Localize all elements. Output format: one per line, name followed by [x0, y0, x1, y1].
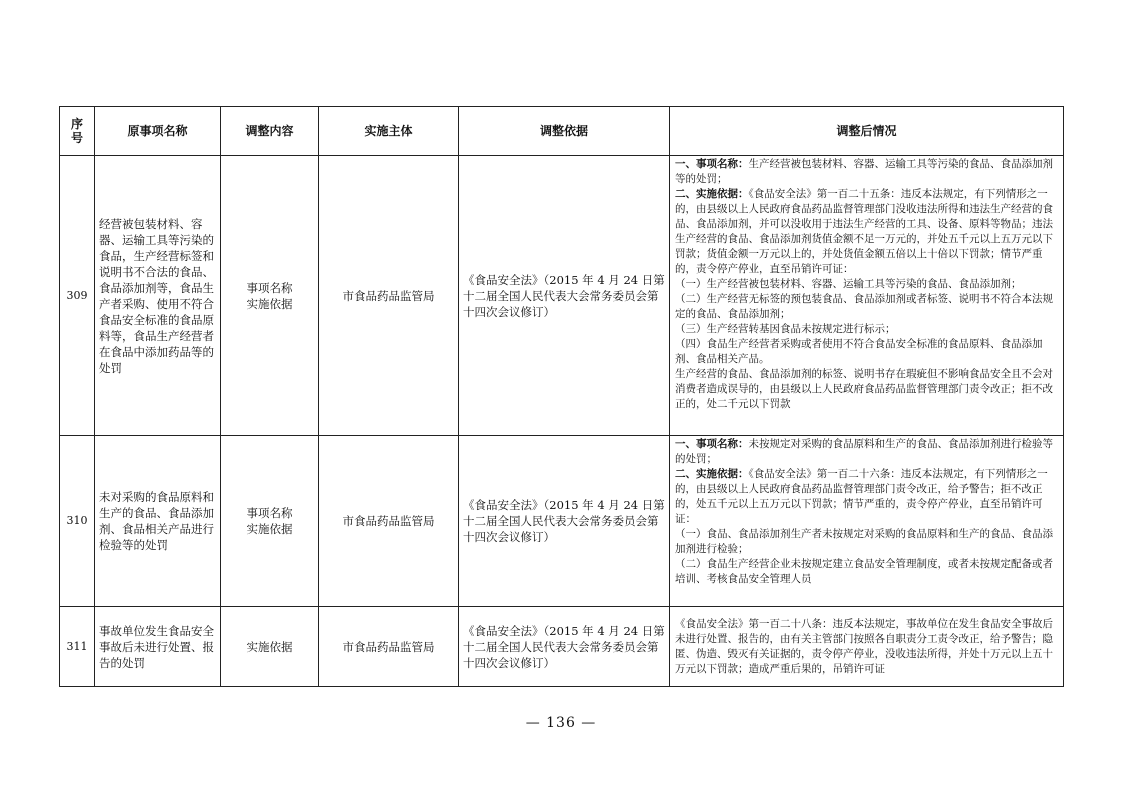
table-row: [60, 156, 1064, 436]
adjust-line: 实施依据: [246, 639, 293, 654]
clause-item: （三）生产经营转基因食品未按规定进行标示；: [675, 323, 896, 335]
clause-item: （二）食品生产经营企业未按规定建立食品安全管理制度，或者未按规定配备或者培训、考核食品安全管理人员: [675, 558, 1053, 585]
after-adjustment: [670, 436, 1064, 607]
item-name-line: [675, 437, 1058, 467]
item-name: 未对采购的食品原料和生产的食品、食品添加剂、食品相关产品进行检验等的处罚: [95, 436, 221, 607]
document-table: [59, 106, 1064, 687]
row-number: 309: [60, 156, 95, 436]
after-adjustment: [670, 156, 1064, 436]
header-basis: 调整依据: [459, 107, 670, 156]
adjust-line: 事项名称: [246, 280, 293, 295]
header-name: 原事项名称: [95, 107, 221, 156]
clause-item: （一）生产经营被包装材料、容器、运输工具等污染的食品、食品添加剂；: [675, 278, 1022, 290]
basis-line: [675, 467, 1058, 527]
table-header-row: [60, 107, 1064, 156]
adjust-line: 实施依据: [246, 522, 293, 536]
section-text: 未按规定对采购的食品原料和生产的食品、食品添加剂进行检验等的处罚；: [675, 438, 1053, 465]
clause-item: （四）食品生产经营者采购或者使用不符合食品安全标准的食品原料、食品添加剂、食品相关产品。: [675, 338, 1043, 365]
clause-item: （一）食品、食品添加剂生产者未按规定对采购的食品原料和生产的食品、食品添加剂进行检验；: [675, 528, 1053, 555]
clause-tail: 生产经营的食品、食品添加剂的标签、说明书存在瑕疵但不影响食品安全且不会对消费者造成误导的，由县级以上人民政府食品药品监督管理部门责令改正；拒不改正的，处二千元以下罚款: [675, 368, 1053, 410]
adjust-content: [221, 436, 319, 607]
header-adjust: 调整内容: [221, 107, 319, 156]
adjust-basis: 《食品安全法》（2015 年 4 月 24 日第十二届全国人民代表大会常务委员会第十四次会议修订）: [459, 436, 670, 607]
header-seq: 序号: [60, 107, 95, 156]
implementing-body: 市食品药品监管局: [319, 607, 459, 687]
section-text: 《食品安全法》第一百二十六条：违反本法规定，有下列情形之一的，由县级以上人民政府食品药品监督管理部门责令改正，给予警告；拒不改正的，处五千元以上五万元以下罚款；情节严重的，责令停产停业，直至吊销许可证：: [675, 468, 1048, 525]
adjust-content: [221, 607, 319, 687]
item-name-line: [675, 157, 1058, 187]
adjust-line: 事项名称: [246, 506, 293, 520]
section-text: 生产经营被包装材料、容器、运输工具等污染的食品、食品添加剂等的处罚；: [675, 158, 1053, 185]
table-row: [60, 436, 1064, 607]
header-subject: 实施主体: [319, 107, 459, 156]
section-label: 二、实施依据：: [675, 468, 749, 480]
adjust-content: [221, 156, 319, 436]
row-number: 310: [60, 436, 95, 607]
section-label: 一、事项名称：: [675, 158, 749, 170]
clause-item: （二）生产经营无标签的预包装食品、食品添加剂或者标签、说明书不符合本法规定的食品、食品添加剂；: [675, 293, 1053, 320]
adjust-line: 实施依据: [246, 296, 293, 311]
header-after: 调整后情况: [670, 107, 1064, 156]
basis-text: 《食品安全法》第一百二十八条：违反本法规定，事故单位在发生食品安全事故后未进行处置、报告的，由有关主管部门按照各自职责分工责令改正，给予警告；隐匿、伪造、毁灭有关证据的，责令停产停业，没收违法所得，并处十万元以上五十万元以下罚款；造成严重后果的，吊销许可证: [675, 618, 1053, 675]
row-number: 311: [60, 607, 95, 687]
after-adjustment: [670, 607, 1064, 687]
adjust-basis: 《食品安全法》（2015 年 4 月 24 日第十二届全国人民代表大会常务委员会第十四次会议修订）: [459, 156, 670, 436]
section-text: 《食品安全法》第一百二十五条：违反本法规定，有下列情形之一的，由县级以上人民政府食品药品监督管理部门没收违法所得和违法生产经营的食品、食品添加剂，并可以没收用于违法生产经营的工具、设备、原料等物品；违法生产经营的食品、食品添加剂货值金额不足一万元的，并处五千元以上五万元以下罚款；货值金额一万元以上的，并处货值金额五倍以上十倍以下罚款；情节严重的，责令停产停业，直至吊销许可证：: [675, 188, 1053, 275]
table-row: [60, 607, 1064, 687]
implementing-body: 市食品药品监管局: [319, 156, 459, 436]
section-label: 一、事项名称：: [675, 438, 749, 450]
basis-line: [675, 187, 1058, 277]
page-number: — 136 —: [525, 715, 597, 731]
implementing-body: 市食品药品监管局: [319, 436, 459, 607]
section-label: 二、实施依据：: [675, 188, 749, 200]
item-name: 经营被包装材料、容器、运输工具等污染的食品，生产经营标签和说明书不合法的食品、食品添加剂等，食品生产者采购、使用不符合食品安全标准的食品原料等，食品生产经营者在食品中添加药品等的处罚: [95, 156, 221, 436]
adjust-basis: 《食品安全法》（2015 年 4 月 24 日第十二届全国人民代表大会常务委员会第十四次会议修订）: [459, 607, 670, 687]
item-name: 事故单位发生食品安全事故后未进行处置、报告的处罚: [95, 607, 221, 687]
